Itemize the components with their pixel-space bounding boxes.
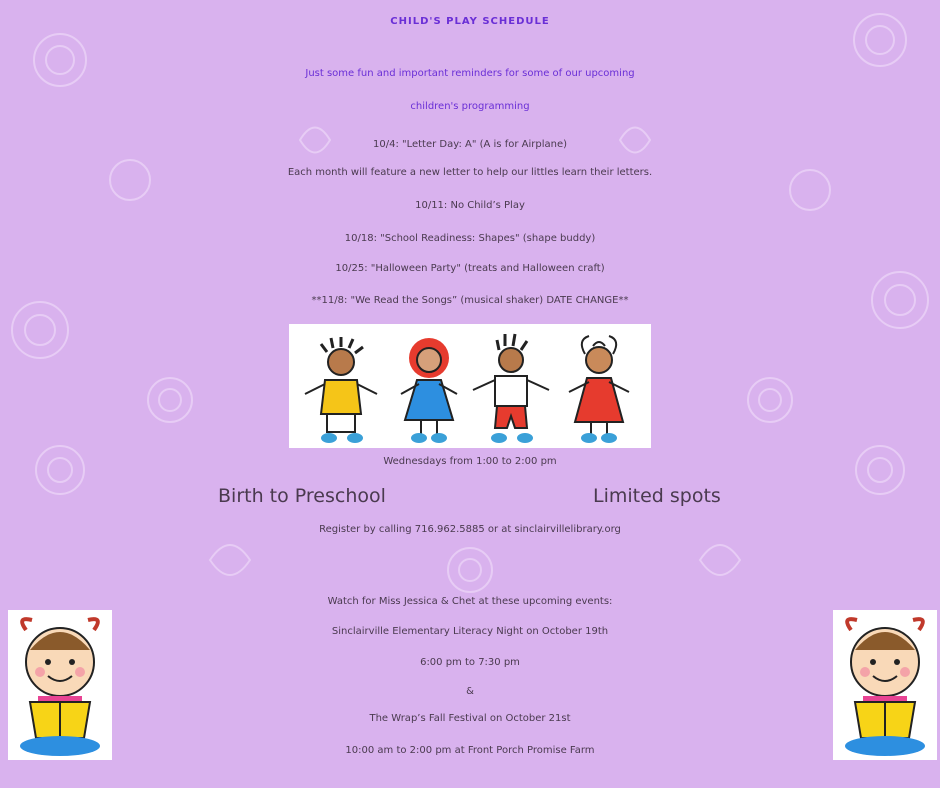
events-intro: Watch for Miss Jessica & Chet at these upcoming events: xyxy=(327,596,613,607)
girl-reading-illustration-left xyxy=(8,610,112,760)
program-time: Wednesdays from 1:00 to 2:00 pm xyxy=(383,456,557,467)
schedule-item-nov8: **11/8: "We Read the Songs” (musical shaker) DATE CHANGE** xyxy=(311,295,629,306)
event-literacy-night: Sinclairville Elementary Literacy Night on October 19th xyxy=(331,626,609,637)
event-fall-festival: The Wrap’s Fall Festival on October 21st xyxy=(369,713,571,724)
children-illustration xyxy=(289,324,651,448)
limited-spots-note: Limited spots xyxy=(593,485,721,507)
child-figure-red xyxy=(473,334,549,443)
schedule-note-letters: Each month will feature a new letter to help our littles learn their letters. xyxy=(287,167,653,178)
schedule-item-oct11: 10/11: No Child’s Play xyxy=(415,200,525,211)
page-title: CHILD'S PLAY SCHEDULE xyxy=(390,16,550,27)
child-figure-red-dress xyxy=(569,336,629,443)
girl-reading-illustration-right xyxy=(833,610,937,760)
events-separator: & xyxy=(466,686,474,697)
event-fall-festival-time: 10:00 am to 2:00 pm at Front Porch Promise Farm xyxy=(345,745,595,756)
schedule-item-oct25: 10/25: "Halloween Party" (treats and Halloween craft) xyxy=(335,263,605,274)
age-range: Birth to Preschool xyxy=(218,485,386,507)
schedule-item-oct18: 10/18: "School Readiness: Shapes" (shape buddy) xyxy=(344,233,596,244)
child-figure-yellow xyxy=(305,337,377,443)
registration-info: Register by calling 716.962.5885 or at sinclairvillelibrary.org xyxy=(319,524,621,535)
child-figure-blue xyxy=(401,338,457,443)
schedule-item-oct4: 10/4: "Letter Day: A" (A is for Airplane) xyxy=(372,139,567,150)
subtitle-line-2: children's programming xyxy=(410,101,530,112)
event-literacy-night-time: 6:00 pm to 7:30 pm xyxy=(420,657,520,668)
subtitle-line-1: Just some fun and important reminders for some of our upcoming xyxy=(305,68,635,79)
